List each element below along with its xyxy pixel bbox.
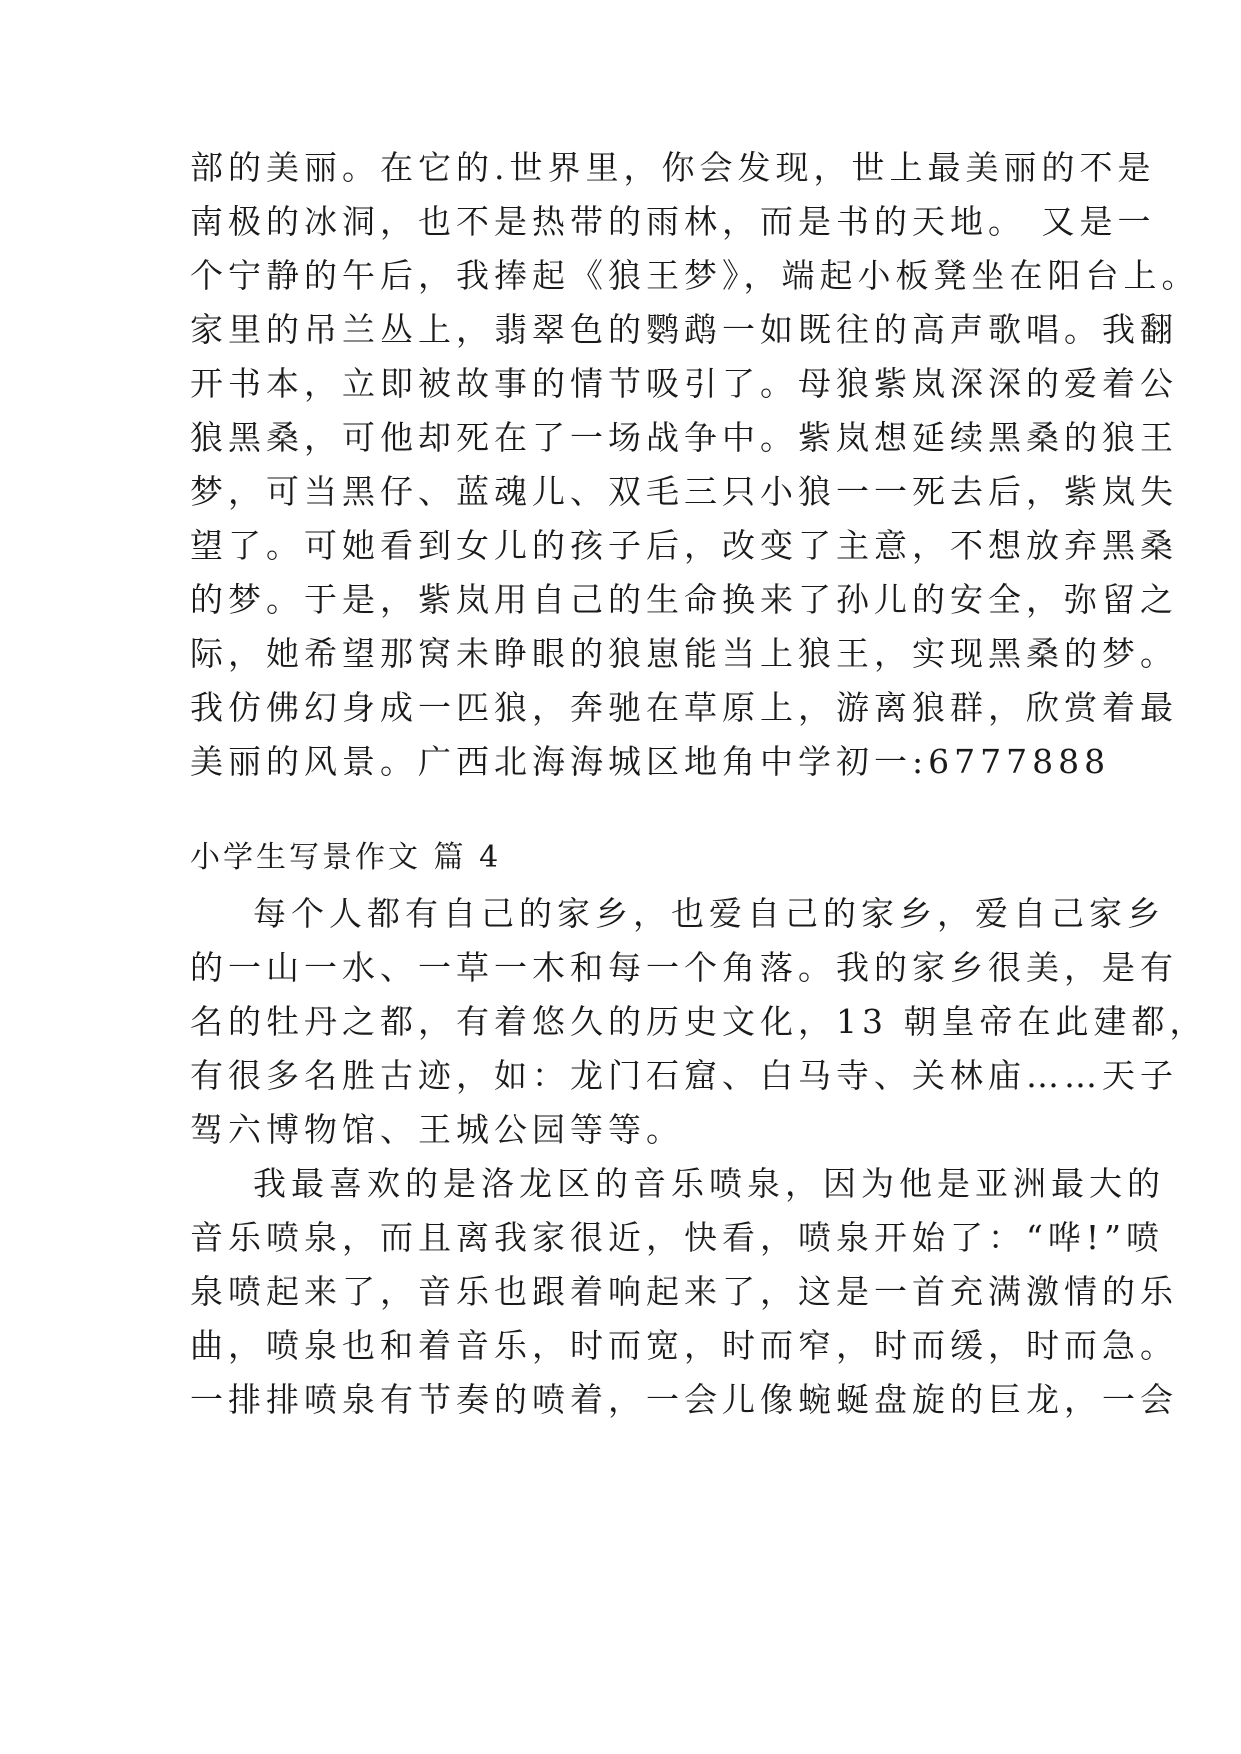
text-line: 梦，可当黑仔、蓝魂儿、双毛三只小狼一一死去后，紫岚失: [190, 472, 1178, 511]
text-line: 泉喷起来了，音乐也跟着响起来了，这是一首充满激情的乐: [190, 1272, 1178, 1311]
text-line: 的梦。于是，紫岚用自己的生命换来了孙儿的安全，弥留之: [190, 580, 1178, 619]
text-line: 望了。可她看到女儿的孩子后，改变了主意，不想放弃黑桑: [190, 526, 1178, 565]
text-line: 音乐喷泉，而且离我家很近，快看，喷泉开始了：“哗!”喷: [190, 1218, 1165, 1257]
text-line: 曲，喷泉也和着音乐，时而宽，时而窄，时而缓，时而急。: [190, 1326, 1178, 1365]
text-line: 南极的冰洞，也不是热带的雨林，而是书的天地。 又是一: [190, 202, 1156, 241]
text-line: 的一山一水、一草一木和每一个角落。我的家乡很美，是有: [190, 948, 1178, 987]
text-line: 美丽的风景。广西北海海城区地角中学初一:6777888: [190, 742, 1111, 781]
text-line: 部的美丽。在它的.世界里，你会发现，世上最美丽的不是: [190, 148, 1156, 187]
paragraph-first-line: 我最喜欢的是洛龙区的音乐喷泉，因为他是亚洲最大的: [253, 1164, 1165, 1203]
text-line: 名的牡丹之都，有着悠久的历史文化，13 朝皇帝在此建都，: [190, 1002, 1208, 1041]
text-line: 有很多名胜古迹，如：龙门石窟、白马寺、关林庙……天子: [190, 1056, 1178, 1095]
text-line: 一排排喷泉有节奏的喷着，一会儿像蜿蜒盘旋的巨龙，一会: [190, 1380, 1178, 1419]
section-heading: 小学生写景作文 篇 4: [190, 840, 502, 875]
paragraph-first-line: 每个人都有自己的家乡，也爱自己的家乡，爱自己家乡: [253, 894, 1165, 933]
text-line: 狼黑桑，可他却死在了一场战争中。紫岚想延续黑桑的狼王: [190, 418, 1178, 457]
text-line: 际，她希望那窝未睁眼的狼崽能当上狼王，实现黑桑的梦。: [190, 634, 1178, 673]
text-line: 开书本，立即被故事的情节吸引了。母狼紫岚深深的爱着公: [190, 364, 1178, 403]
text-line: 家里的吊兰丛上，翡翠色的鹦鹉一如既往的高声歌唱。我翻: [190, 310, 1178, 349]
text-line: 个宁静的午后，我捧起《狼王梦》，端起小板凳坐在阳台上。: [190, 256, 1200, 295]
text-line: 驾六博物馆、王城公园等等。: [190, 1110, 684, 1149]
text-line: 我仿佛幻身成一匹狼，奔驰在草原上，游离狼群，欣赏着最: [190, 688, 1178, 727]
